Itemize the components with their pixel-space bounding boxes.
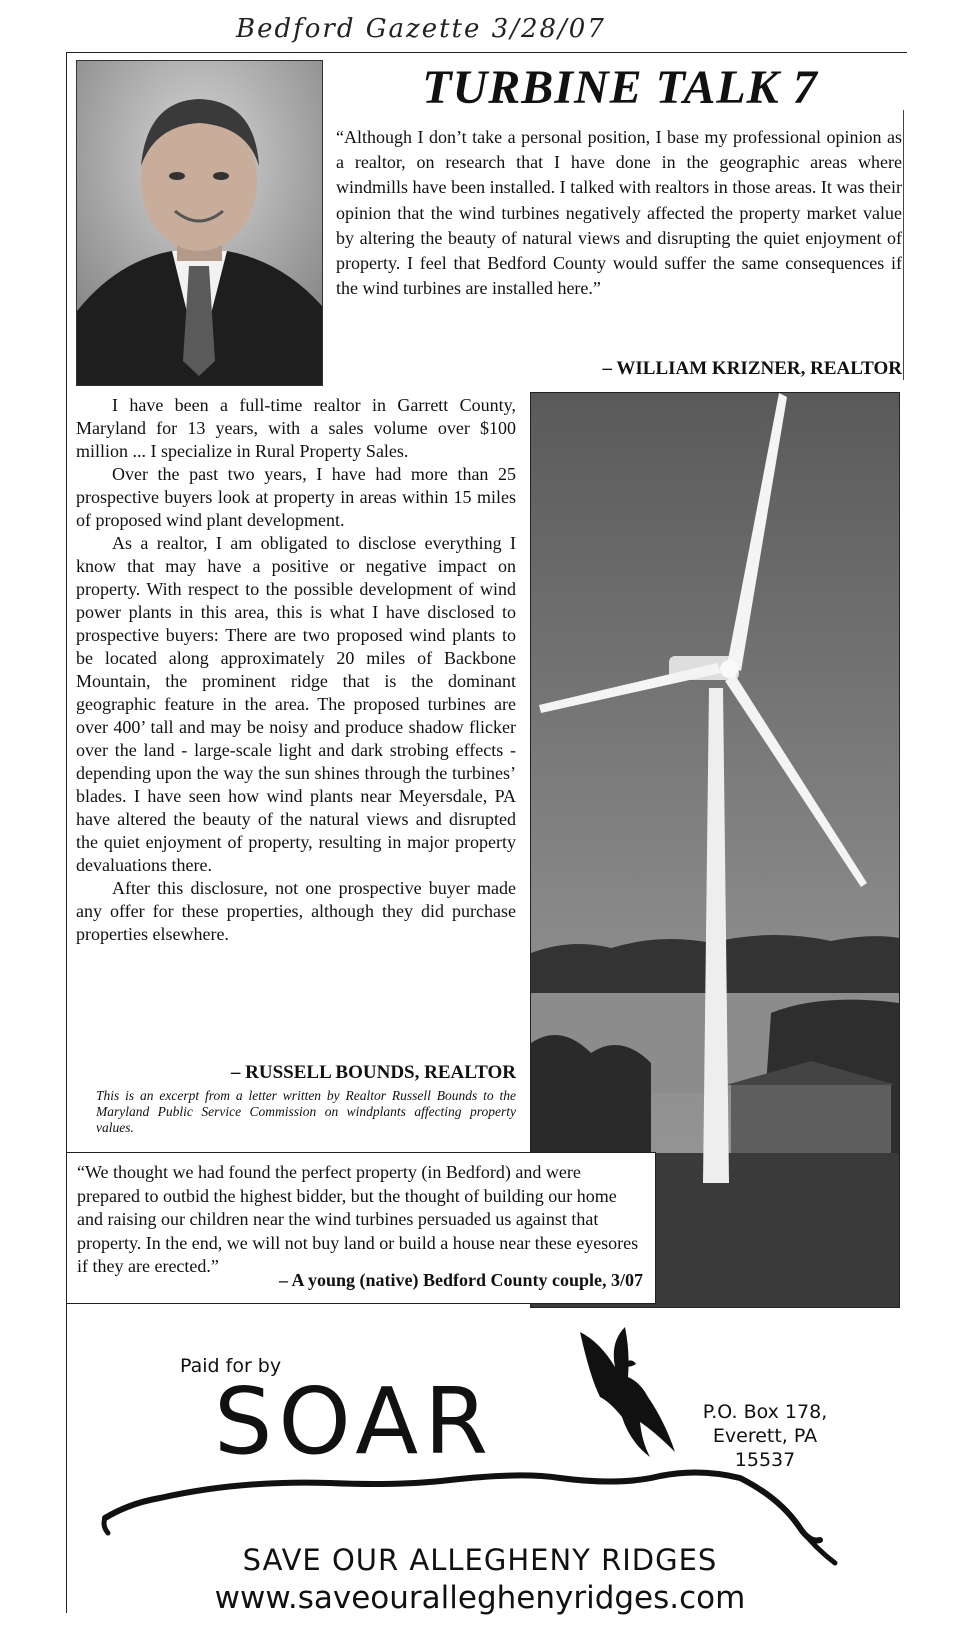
address-line: 15537 xyxy=(734,1449,796,1471)
krizner-quote: “Although I don’t take a personal position, I base my professional opinion as a realtor, on research that I have done in the geographic areas where windmills have been installed. I talked with realtors in those areas. It was their opinion that the wind turbines negatively affected the property market value by altering the beauty of natural views and disrupting the quiet enjoyment of property. I feel that Bedford County would suffer the same consequences if the wind turbines are installed here.” xyxy=(336,127,902,299)
soar-logo-text: SOAR xyxy=(214,1368,495,1475)
couple-attribution: – A young (native) Bedford County couple, 3/07 xyxy=(278,1270,643,1290)
man-portrait-photo xyxy=(77,61,322,385)
soar-website-link[interactable]: www.saveouralleghenyridges.com xyxy=(214,1580,746,1616)
page-title: TURBINE TALK 7 xyxy=(422,61,818,114)
divider-line xyxy=(903,110,904,380)
address-line: P.O. Box 178, xyxy=(702,1401,828,1423)
sponsor-address xyxy=(680,1400,850,1472)
excerpt-note: This is an excerpt from a letter written by Realtor Russell Bounds to the Maryland Public Service Commission on windplants affecting property values. xyxy=(96,1088,516,1135)
soar-slogan: SAVE OUR ALLEGHENY RIDGES xyxy=(242,1543,718,1577)
couple-quote-box xyxy=(66,1152,656,1304)
couple-quote: “We thought we had found the perfect property (in Bedford) and were prepared to outbid the highest bidder, but the thought of building our home and raising our children near the wind turbines persuaded us against that property. In the end, we will not buy land or build a house near these eyesores if they are erected.” xyxy=(77,1162,639,1276)
article-paragraph: Over the past two years, I have had more than 25 prospective buyers look at property in areas within 15 miles of proposed wind plant development. xyxy=(76,464,516,530)
handwritten-source-note: Bedford Gazette 3/28/07 xyxy=(236,14,606,44)
address-line: Everett, PA xyxy=(712,1425,818,1447)
eagle-icon xyxy=(570,1322,680,1462)
krizner-attribution: – WILLIAM KRIZNER, REALTOR xyxy=(602,358,902,379)
paid-for-by-label: Paid for by xyxy=(180,1355,282,1377)
article-paragraph: As a realtor, I am obligated to disclose everything I know that may have a positive or negative impact on property. With respect to the possible development of wind power plants in this area, this is what I have disclosed to prospective buyers: There are two proposed wind plants to be located along approximately 20 miles of Backbone Mountain, the prominent ridge that is the dominant geographic feature in the area. The proposed turbines are over 400’ tall and may be noisy and produce shadow flicker over the land - large-scale light and dark strobing effects - depending upon the way the sun shines through the turbines’ blades. I have seen how wind plants near Meyersdale, PA have altered the beauty of the natural views and disrupted the quiet enjoyment of property, resulting in major property devaluations there. xyxy=(76,533,516,875)
bounds-article xyxy=(76,394,516,946)
article-paragraph: After this disclosure, not one prospective buyer made any offer for these properties, although they did purchase properties elsewhere. xyxy=(76,878,516,944)
article-paragraph: I have been a full-time realtor in Garrett County, Maryland for 13 years, with a sales volume over $100 million ... I specialize in Rural Property Sales. xyxy=(76,395,516,461)
bounds-attribution: – RUSSELL BOUNDS, REALTOR xyxy=(230,1062,516,1083)
portrait-photo xyxy=(76,60,323,386)
